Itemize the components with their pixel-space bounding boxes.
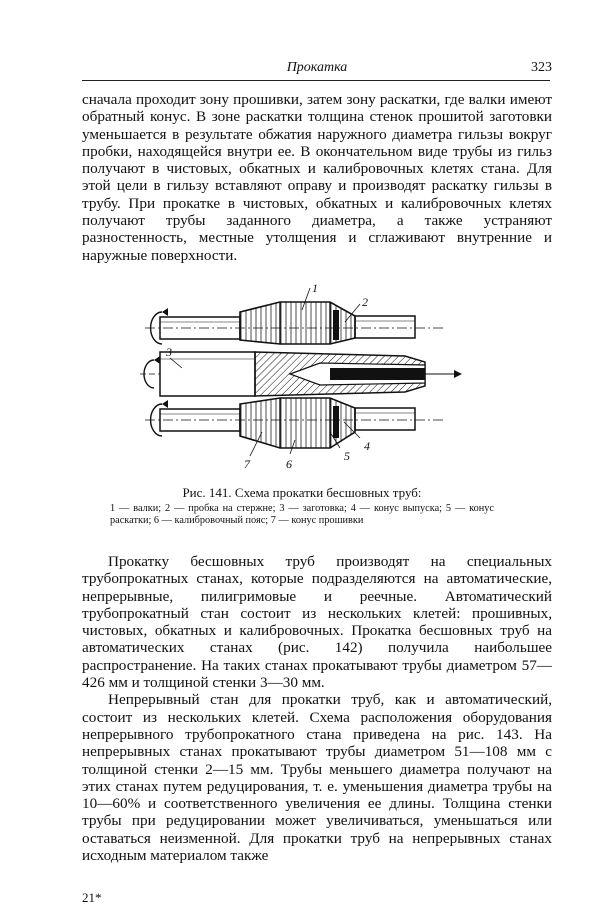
callout-5: 5 [344,449,350,463]
callout-3: 3 [166,345,172,359]
figure-legend: 1 — валки; 2 — пробка на стержне; 3 — заготовка; 4 — конус выпуска; 5 — конус раскатки; 6 — калибровочный пояс; 7 — конус прошивки [110,503,494,526]
page-number: 323 [531,60,552,75]
callout-1: 1 [312,282,318,295]
header-rule [82,80,550,81]
paragraph-3: Непрерывный стан для прокатки труб, как и автоматический, состоит из нескольких клетей. Схема расположения оборудования непрерывного трубопрокатного стана приведена на рис. 143. На непрерывных станах прокатывают трубы диаметром 51—108 мм с толщиной стенки 2—15 мм. Трубы меньшего диаметра получают на этих станах путем редуцирования, т. е. уменьшения диаметра трубы на 10—60% и соответственного увеличения ее длины. Толщина стенки трубы при редуцировании может увеличиваться, уменьшаться или оставаться неизменной. Для прокатки труб на непрерывных станах исходным материалом также [82,691,552,865]
paragraph-1: сначала проходит зону прошивки, затем зону раскатки, где валки имеют обратный конус. В зоне раскатки толщина стенок прошитой заготовки уменьшается в результате обжатия наружного диаметра гильзы вокруг пробки, находящейся внутри ее. В окончательном виде трубы из гильз получают в чистовых, обкатных и калибровочных клетях стана. Для этой цели в гильзу вставляют оправу и производят раскатку гильзы в трубу. При прокатке в чистовых, обкатных и калибровочных клетях получают трубы заданного диаметра, а также устраняют разностенность, местные утолщения и сглаживают внутренние и наружные поверхности. [82,91,552,264]
billet-and-plug [140,352,462,396]
rolling-scheme-diagram [140,282,470,478]
upper-roll [145,302,445,344]
running-header [82,58,552,80]
signature-mark: 21* [82,890,102,905]
figure-caption [110,485,494,526]
text-block-top [82,91,552,264]
text-block-bottom [82,553,552,864]
callout-7: 7 [244,457,250,471]
rolling-scheme-figure [140,282,470,478]
callout-2: 2 [362,295,368,309]
figure-caption-title: Рис. 141. Схема прокатки бесшовных труб: [182,485,422,500]
callout-6: 6 [286,457,292,471]
paragraph-2: Прокатку бесшовных труб производят на специальных трубопрокатных станах, которые подразделяются на автоматические, непрерывные, пилигримовые и реечные. Автоматический трубопрокатный стан состоит из нескольких клетей: прошивных, чистовых, обкатных и калибровочных. Прокатка бесшовных труб на автоматических станах (рис. 142) получила наибольшее распространение. На таких станах прокатывают трубы диаметром 57—426 мм и толщиной стенки 3—30 мм. [82,553,552,692]
running-title: Прокатка [286,60,348,75]
callout-4: 4 [364,439,370,453]
